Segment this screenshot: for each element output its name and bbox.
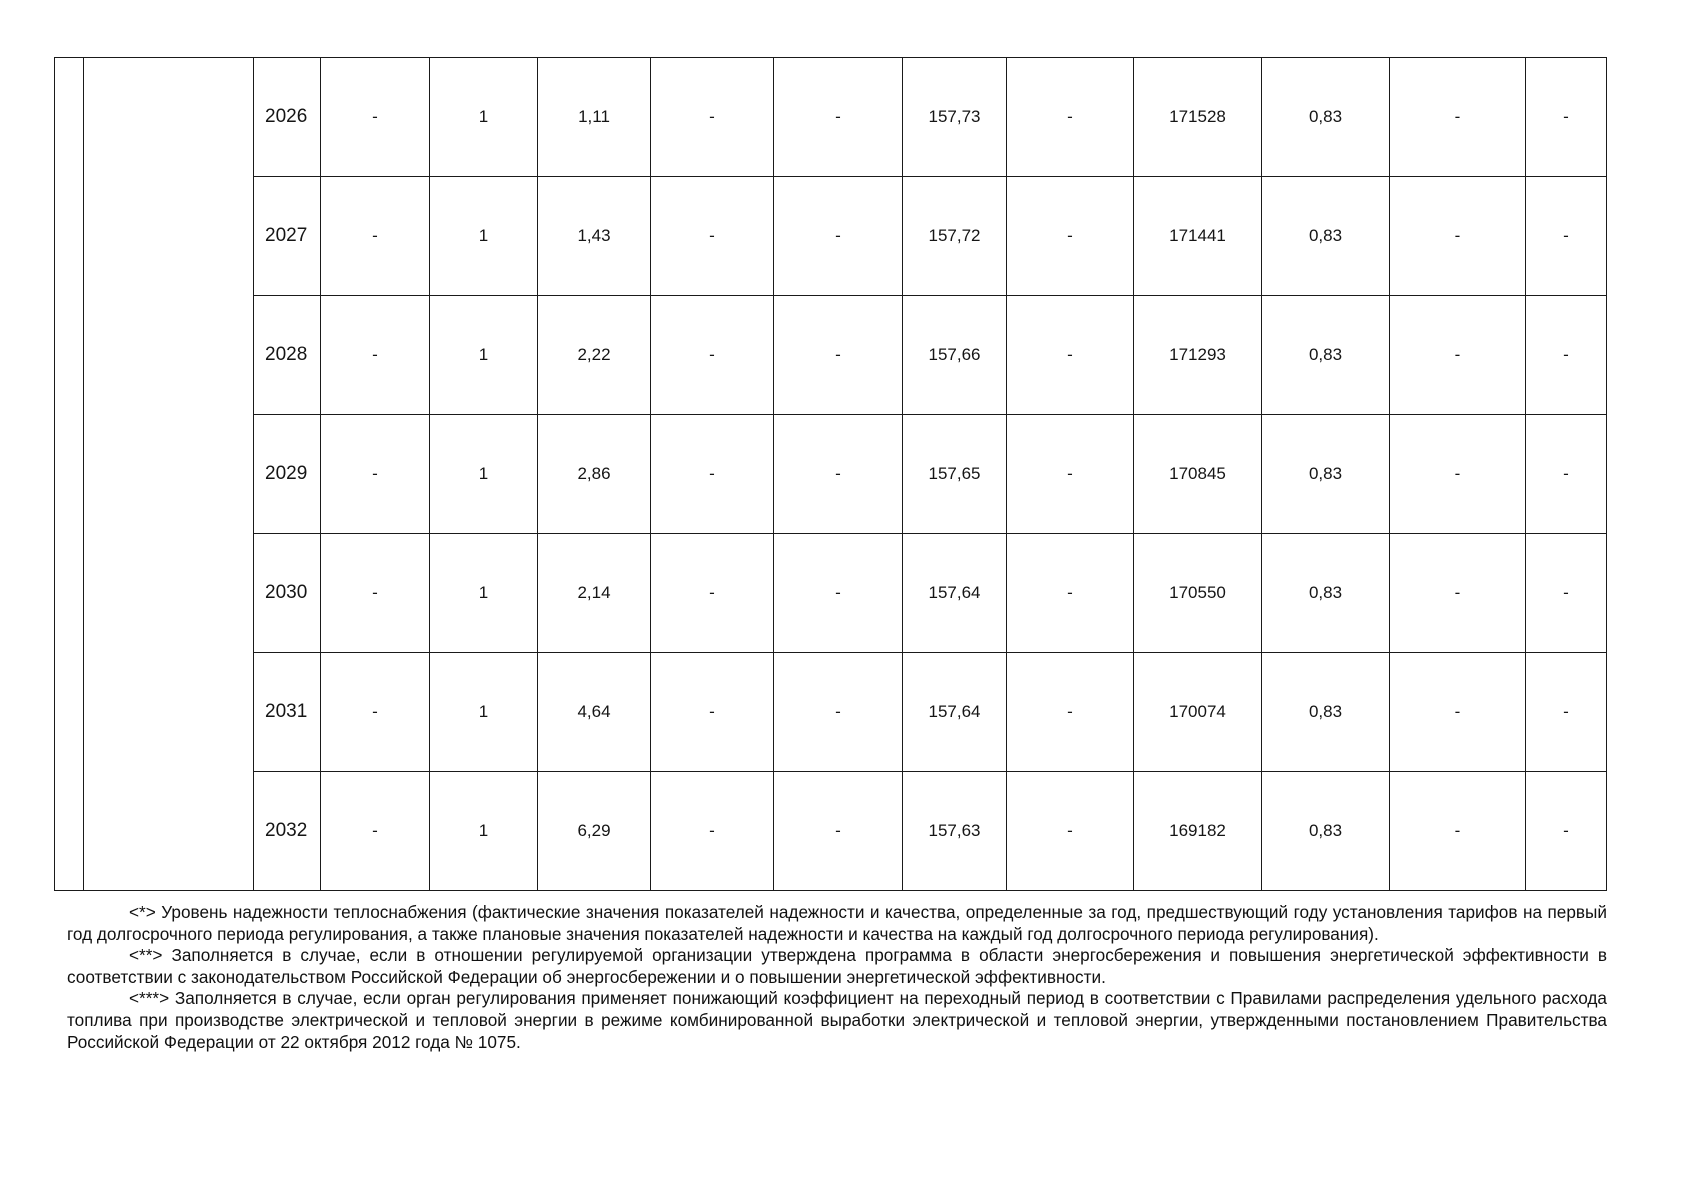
- table-row: [55, 653, 1607, 772]
- value-cell: -: [651, 415, 774, 534]
- value-cell: 171528: [1134, 58, 1262, 177]
- value-cell: -: [651, 296, 774, 415]
- value-cell: 1: [430, 772, 538, 891]
- table-row: [55, 58, 1607, 177]
- value-cell: 2,22: [538, 296, 651, 415]
- value-cell: -: [1390, 534, 1526, 653]
- value-cell: 0,83: [1262, 772, 1390, 891]
- value-cell: 157,63: [903, 772, 1007, 891]
- value-cell: -: [1007, 177, 1134, 296]
- value-cell: -: [1526, 58, 1607, 177]
- table-row: [55, 415, 1607, 534]
- indicators-table: [54, 57, 1607, 891]
- value-cell: 1: [430, 296, 538, 415]
- value-cell: -: [1526, 653, 1607, 772]
- footnote-reduction-coefficient: <***> Заполняется в случае, если орган регулирования применяет понижающий коэффициент на переходный период в соответствии с Правилами распределения удельного расхода топлива при производстве электрической и тепловой энергии в режиме комбинированной выработки электрической и тепловой энергии, утвержденными постановлением Правительства Российской Федерации от 22 октября 2012 года № 1075.: [67, 988, 1607, 1052]
- value-cell: -: [651, 653, 774, 772]
- value-cell: -: [1390, 296, 1526, 415]
- value-cell: -: [774, 534, 903, 653]
- value-cell: 4,64: [538, 653, 651, 772]
- year-cell: 2030: [254, 534, 321, 653]
- value-cell: -: [774, 415, 903, 534]
- value-cell: 1: [430, 534, 538, 653]
- value-cell: -: [321, 772, 430, 891]
- footnotes: [67, 902, 1607, 1053]
- value-cell: -: [1526, 772, 1607, 891]
- value-cell: -: [321, 58, 430, 177]
- year-cell: 2028: [254, 296, 321, 415]
- table-row: [55, 296, 1607, 415]
- value-cell: 2,14: [538, 534, 651, 653]
- value-cell: -: [774, 58, 903, 177]
- value-cell: 157,72: [903, 177, 1007, 296]
- year-cell: 2029: [254, 415, 321, 534]
- footnote-reliability: <*> Уровень надежности теплоснабжения (фактические значения показателей надежности и качества, определенные за год, предшествующий году установления тарифов на первый год долгосрочного периода регулирования, а также плановые значения показателей надежности и качества на каждый год долгосрочного периода регулирования).: [67, 902, 1607, 944]
- value-cell: -: [321, 534, 430, 653]
- value-cell: -: [774, 177, 903, 296]
- value-cell: 1: [430, 58, 538, 177]
- value-cell: 157,64: [903, 534, 1007, 653]
- value-cell: -: [651, 58, 774, 177]
- value-cell: 170550: [1134, 534, 1262, 653]
- value-cell: 0,83: [1262, 296, 1390, 415]
- value-cell: -: [651, 177, 774, 296]
- table-row: [55, 534, 1607, 653]
- row-number-cell: [55, 58, 84, 891]
- value-cell: 157,66: [903, 296, 1007, 415]
- value-cell: 171293: [1134, 296, 1262, 415]
- value-cell: 0,83: [1262, 534, 1390, 653]
- value-cell: 170845: [1134, 415, 1262, 534]
- value-cell: 0,83: [1262, 177, 1390, 296]
- value-cell: -: [321, 177, 430, 296]
- value-cell: -: [1390, 58, 1526, 177]
- value-cell: -: [1007, 296, 1134, 415]
- value-cell: 0,83: [1262, 653, 1390, 772]
- value-cell: -: [1390, 772, 1526, 891]
- value-cell: -: [651, 534, 774, 653]
- value-cell: -: [321, 415, 430, 534]
- value-cell: -: [1526, 534, 1607, 653]
- value-cell: 157,64: [903, 653, 1007, 772]
- value-cell: 1: [430, 653, 538, 772]
- value-cell: 1: [430, 415, 538, 534]
- year-cell: 2032: [254, 772, 321, 891]
- year-cell: 2026: [254, 58, 321, 177]
- value-cell: 1,43: [538, 177, 651, 296]
- value-cell: -: [1526, 296, 1607, 415]
- value-cell: -: [651, 772, 774, 891]
- value-cell: 157,73: [903, 58, 1007, 177]
- year-cell: 2027: [254, 177, 321, 296]
- year-cell: 2031: [254, 653, 321, 772]
- value-cell: -: [1007, 58, 1134, 177]
- organization-name-cell: [84, 58, 254, 891]
- footnote-energy-saving: <**> Заполняется в случае, если в отношении регулируемой организации утверждена программа в области энергосбережения и повышения энергетической эффективности в соответствии с законодательством Российской Федерации об энергосбережении и о повышении энергетической эффективности.: [67, 945, 1607, 987]
- value-cell: 6,29: [538, 772, 651, 891]
- value-cell: 170074: [1134, 653, 1262, 772]
- value-cell: -: [1007, 653, 1134, 772]
- value-cell: 171441: [1134, 177, 1262, 296]
- value-cell: -: [1007, 415, 1134, 534]
- value-cell: 1,11: [538, 58, 651, 177]
- value-cell: 0,83: [1262, 415, 1390, 534]
- table-row: [55, 177, 1607, 296]
- value-cell: -: [1390, 415, 1526, 534]
- value-cell: -: [1390, 177, 1526, 296]
- value-cell: -: [1007, 772, 1134, 891]
- value-cell: -: [1526, 177, 1607, 296]
- value-cell: -: [774, 772, 903, 891]
- value-cell: 1: [430, 177, 538, 296]
- value-cell: -: [1390, 653, 1526, 772]
- value-cell: -: [1526, 415, 1607, 534]
- value-cell: -: [321, 653, 430, 772]
- table-body: [55, 58, 1607, 891]
- value-cell: 157,65: [903, 415, 1007, 534]
- value-cell: -: [1007, 534, 1134, 653]
- value-cell: 2,86: [538, 415, 651, 534]
- value-cell: -: [774, 653, 903, 772]
- value-cell: -: [774, 296, 903, 415]
- table-row: [55, 772, 1607, 891]
- value-cell: 169182: [1134, 772, 1262, 891]
- value-cell: 0,83: [1262, 58, 1390, 177]
- value-cell: -: [321, 296, 430, 415]
